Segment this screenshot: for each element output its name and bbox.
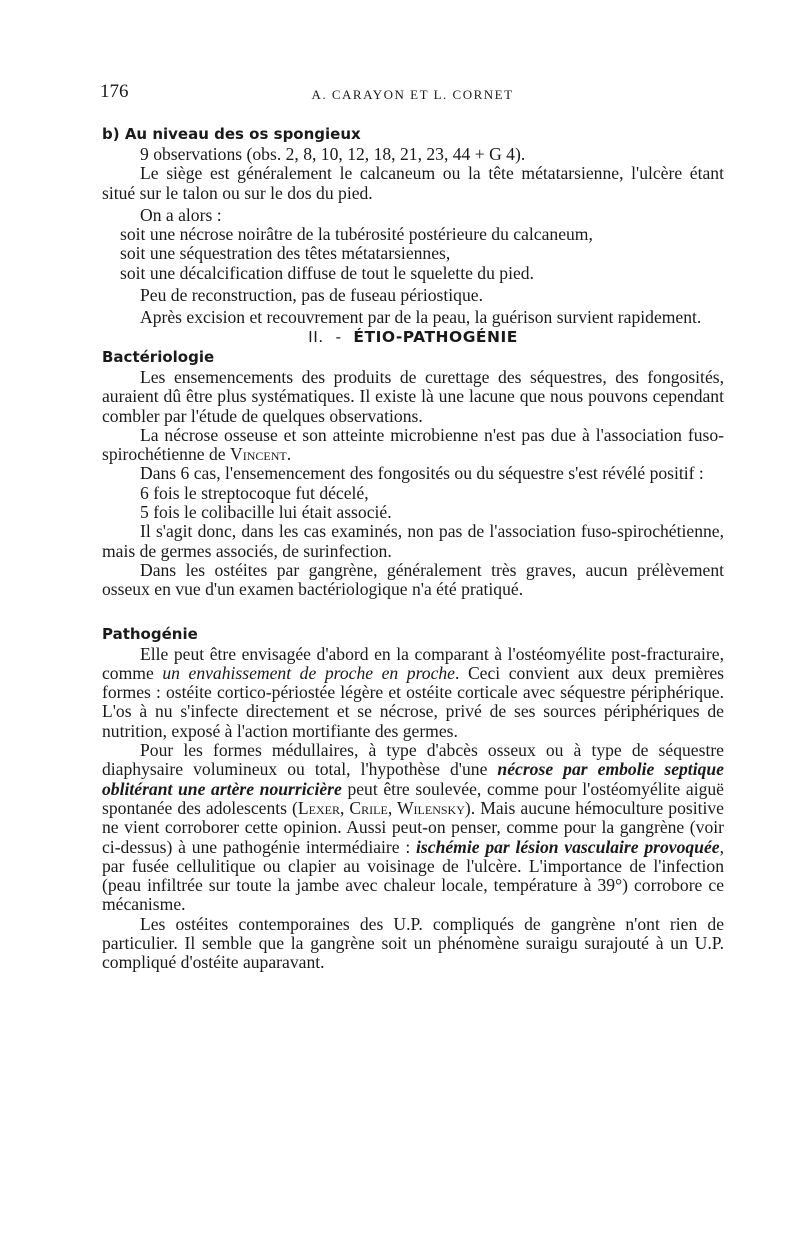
bold-italic-text: nécrose par embolie septique oblitérant une artère nourricière: [102, 759, 724, 799]
italic-text: un envahissement de proche en proche: [162, 662, 455, 683]
text-run: .: [286, 444, 292, 465]
text-run: , par fusée cellulitique ou clapier au voisinage de l'ulcère. L'importance de l'infection (peau infiltrée sur toute la jambe avec chaleur locale, température à 39°) corrobore ce mécanisme.: [102, 836, 724, 915]
list-item: soit une décalcification diffuse de tout le squelette du pied.: [120, 262, 534, 283]
paragraph: Dans 6 cas, l'ensemencement des fongosités ou du séquestre s'est révélé positif :: [140, 463, 704, 484]
text-run: peut être soulevée, comme pour l'ostéomyélite aiguë spontanée des adolescents (: [102, 778, 724, 818]
text-run: Elle peut être envisagée d'abord en la comparant à l'ostéomyélite post-fracturaire, comme: [102, 643, 724, 683]
list-item: soit une nécrose noirâtre de la tubérosité postérieure du calcaneum,: [120, 224, 593, 245]
running-title: A. CARAYON ET L. CORNET: [311, 87, 514, 102]
paragraph: [102, 741, 724, 915]
text-run: ). Mais aucune hémoculture positive ne vient corroborer cette opinion. Aussi peut-on penser, comme pour la gangrène (voir ci-dessus) à une pathogénie intermédiaire :: [102, 797, 724, 857]
paragraph: Peu de reconstruction, pas de fuseau périostique.: [140, 285, 483, 306]
subheading-os-spongieux: b) Au niveau des os spongieux: [102, 125, 361, 143]
paragraph: [102, 426, 724, 465]
paragraph: Les ostéites contemporaines des U.P. compliqués de gangrène n'ont rien de particulier. Il semble que la gangrène soit un phénomène suraigu surajouté à un U.P. compliqué d'ostéite auparavant.: [102, 913, 724, 973]
paragraph: Il s'agit donc, dans les cas examinés, non pas de l'association fuso-spirochétienne, mais de germes associés, de surinfection.: [102, 521, 724, 561]
text-run: Pour les formes médullaires, à type d'abcès osseux ou à type de séquestre diaphysaire volumineux ou total, l'hypothèse d'une: [102, 740, 724, 780]
section-title: ÉTIO-PATHOGÉNIE: [353, 327, 518, 346]
paragraph: On a alors :: [140, 204, 222, 225]
paragraph: Dans les ostéites par gangrène, généralement très graves, aucun prélèvement osseux en vue d'un examen bactériologique n'a été pratiqué.: [102, 559, 724, 600]
author-name: Vincent: [230, 444, 287, 465]
text-run: La nécrose osseuse et son atteinte microbienne n'est pas due à l'association fuso-spirochétienne de: [102, 424, 724, 465]
bold-italic-text: ischémie par lésion vasculaire provoquée: [416, 836, 720, 857]
text-run: . Ceci convient aux deux premières formes : ostéite cortico-périostée légère et ostéite corticale avec séquestre périphérique. L'os à nu s'infecte directement et se nécrose, privé de ses sources périphériques de nutrition, exposé à l'action mortifiante des germes.: [102, 662, 724, 741]
paragraph: [102, 645, 724, 741]
paragraph: Après excision et recouvrement par de la peau, la guérison survient rapidement.: [140, 307, 702, 328]
section-number: II.: [308, 327, 324, 346]
list-item: soit une séquestration des têtes métatarsiennes,: [120, 243, 451, 264]
paragraph: 9 observations (obs. 2, 8, 10, 12, 18, 21, 23, 44 + G 4).: [140, 144, 526, 164]
page-number: 176: [100, 81, 129, 102]
list-item: 6 fois le streptocoque fut décelé,: [140, 482, 369, 503]
subheading-bacteriologie: Bactériologie: [102, 347, 215, 366]
paragraph: Les ensemencements des produits de curettage des séquestres, des fongosités, auraient dû être plus systématiques. Il existe là une lacune que nous pouvons cependant combler par l'étude de quelques observations.: [102, 366, 724, 426]
section-heading: [102, 328, 724, 347]
section-dash: -: [335, 327, 342, 346]
paragraph: Le siège est généralement le calcaneum ou la tête métatarsienne, l'ulcère étant situé sur le talon ou sur le dos du pied.: [102, 163, 724, 203]
author-names: Lexer, Crile, Wilensky: [297, 797, 465, 818]
subheading-pathogenie: Pathogénie: [102, 624, 198, 643]
list-item: 5 fois le colibacille lui était associé.: [140, 502, 392, 523]
page-body: [102, 124, 724, 973]
